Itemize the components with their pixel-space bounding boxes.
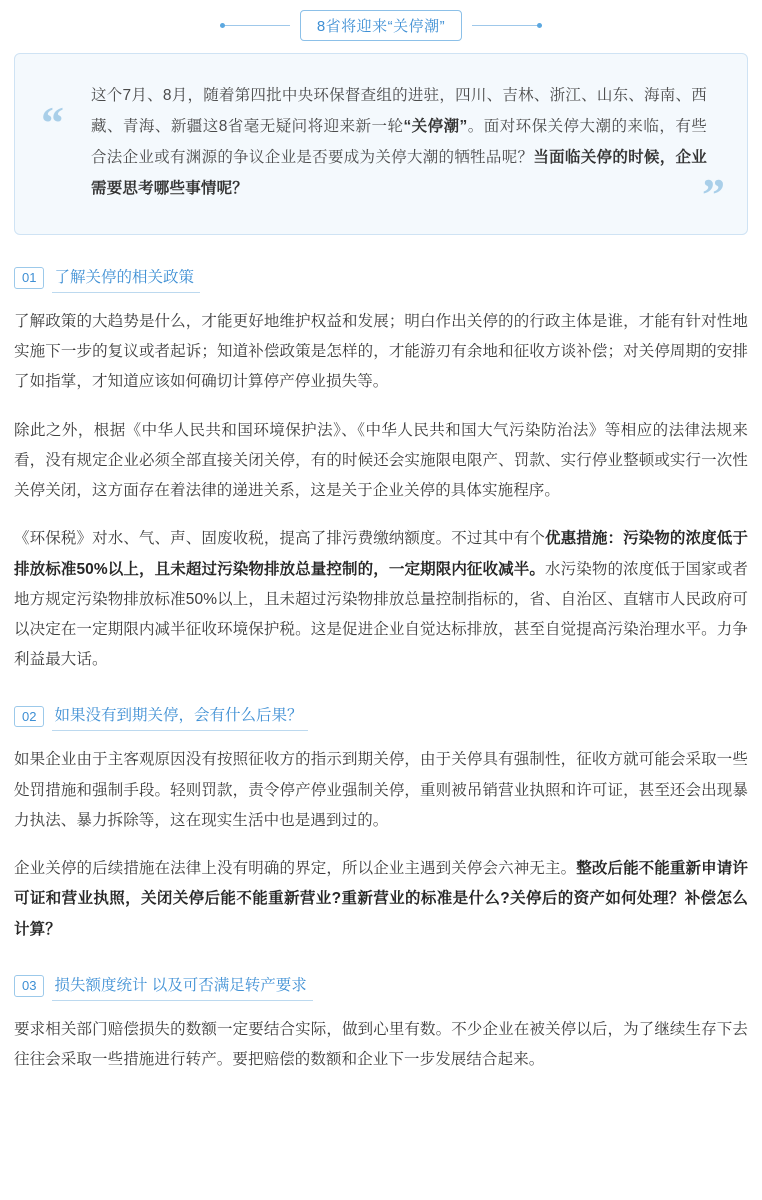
article-title-box	[300, 10, 462, 41]
article-title-ribbon	[14, 0, 748, 47]
section-title: 了解关停的相关政策	[52, 263, 200, 293]
section-number-badge: 03	[14, 975, 44, 997]
emphasis-text: 整改后能不能重新申请许可证和营业执照，关闭关停后能不能重新营业?重新营业的标准是什么?关停后的资产如何处理？补偿怎么计算？	[14, 860, 748, 938]
section-paragraph	[14, 524, 748, 675]
section-paragraph	[14, 1015, 748, 1075]
section-title: 如果没有到期关停，会有什么后果？	[52, 701, 308, 731]
section-title: 损失额度统计 以及可否满足转产要求	[52, 971, 312, 1001]
section-paragraph	[14, 745, 748, 836]
emphasis-text: 当面临关停的时候，企业需要思考哪些事情呢？	[91, 149, 707, 197]
emphasis-text: “关停潮”	[403, 118, 468, 135]
quote-open-icon: “	[41, 97, 64, 148]
title-decoration-left	[220, 25, 290, 26]
plain-text: 《环保税》对水、气、声、固废收税，提高了排污费缴纳额度。不过其中有个	[14, 530, 545, 548]
plain-text: 如果企业由于主客观原因没有按照征收方的指示到期关停，由于关停具有强制性，征收方就可能会采取一些处罚措施和强制手段。轻则罚款，责令停产停业强制关停，重则被吊销营业执照和许可证，甚至还会出现暴力执法、暴力拆除等，这在现实生活中也是遇到过的。	[14, 751, 748, 829]
section-heading	[14, 263, 748, 293]
intro-quote-text	[91, 80, 707, 204]
article-section	[14, 701, 748, 944]
plain-text: 这个7月、8月，随着第四批中央环保督查组的进驻，四川、吉林、浙江、山东、海南、西藏、青海、新疆这8省毫无疑问将迎来新一轮	[91, 87, 707, 135]
section-paragraph	[14, 307, 748, 398]
section-paragraph	[14, 416, 748, 507]
title-decoration-right	[472, 25, 542, 26]
article-section	[14, 971, 748, 1075]
section-heading	[14, 971, 748, 1001]
section-number-badge: 02	[14, 706, 44, 728]
page-title: 8省将迎来“关停潮”	[316, 18, 446, 35]
emphasis-text: 优惠措施：污染物的浓度低于排放标准50%以上，且未超过污染物排放总量控制的，一定期限内征收减半。	[14, 530, 748, 578]
plain-text: 要求相关部门赔偿损失的数额一定要结合实际，做到心里有数。不少企业在被关停以后，为了继续生存下去往往会采取一些措施进行转产。要把赔偿的数额和企业下一步发展结合起来。	[14, 1020, 748, 1068]
plain-text: 企业关停的后续措施在法律上没有明确的界定，所以企业主遇到关停会六神无主。	[14, 860, 577, 878]
plain-text: 水污染物的浓度低于国家或者地方规定污染物排放标准50%以上，且未超过污染物排放总量控制指标的，省、自治区、直辖市人民政府可以决定在一定期限内减半征收环境保护税。这是促进企业自觉达标排放，甚至自觉提高污染治理水平。力争利益最大话。	[14, 560, 748, 669]
article-sections	[14, 263, 748, 1075]
plain-text: 除此之外，根据《中华人民共和国环境保护法》、《中华人民共和国大气污染防治法》等相应的法律法规来看，没有规定企业必须全部直接关闭关停，有的时候还会实施限电限产、罚款、实行停业整顿或实行一次性关停关闭，这方面存在着法律的递进关系，这是关于企业关停的具体实施程序。	[14, 421, 748, 500]
plain-text: 。面对环保关停大潮的来临，有些合法企业或有渊源的争议企业是否要成为关停大潮的牺牲品呢？	[91, 118, 707, 166]
article-section	[14, 263, 748, 675]
section-number-badge: 01	[14, 267, 44, 289]
section-heading	[14, 701, 748, 731]
section-paragraph	[14, 854, 748, 945]
intro-quote-block	[14, 53, 748, 235]
plain-text: 了解政策的大趋势是什么，才能更好地维护权益和发展；明白作出关停的的行政主体是谁，才能有针对性地实施下一步的复议或者起诉；知道补偿政策是怎样的，才能游刃有余地和征收方谈补偿；对关停周期的安排了如指掌，才知道应该如何确切计算停产停业损失等。	[14, 313, 748, 391]
quote-close-icon: ”	[702, 169, 725, 220]
